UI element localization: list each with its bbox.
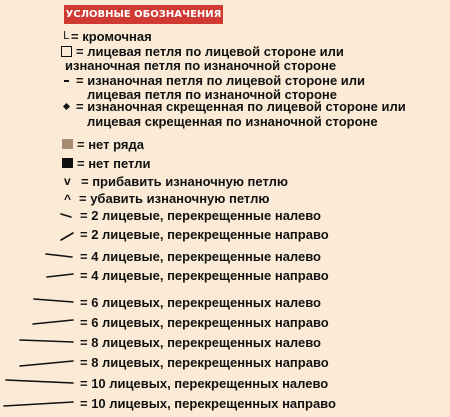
legend-item-label-cont: лицевая петля по изнаночной стороне [87, 87, 337, 102]
legend-item-label: = изнаночная петля по лицевой стороне или [76, 73, 366, 88]
legend-item-label: = прибавить изнаночную петлю [81, 174, 289, 189]
legend-item-label: = лицевая петля по лицевой стороне или [76, 44, 344, 59]
legend-item-label: = 10 лицевых, перекрещенных налево [80, 376, 329, 391]
legend-item-label: = нет ряда [77, 137, 144, 152]
legend-item-label-cont: лицевая скрещенная по изнаночной стороне [87, 114, 378, 129]
legend-header: УСЛОВНЫЕ ОБОЗНАЧЕНИЯ [64, 5, 223, 24]
cable-6-left-icon [34, 299, 73, 302]
legend-item-label: = 8 лицевых, перекрещенных налево [80, 335, 322, 350]
legend-item-label: = 4 лицевые, перекрещенные направо [80, 268, 329, 283]
legend-item-label: = нет петли [77, 156, 151, 171]
increase-v-icon: v [64, 174, 71, 188]
cable-6-right-icon [33, 320, 73, 324]
decrease-caret-icon: ^ [64, 192, 72, 206]
legend-item-label: = убавить изнаночную петлю [79, 191, 270, 206]
legend-item-label: = 10 лицевых, перекрещенных направо [80, 396, 336, 411]
legend-item-label: = изнаночная скрещенная по лицевой стороне или [76, 99, 406, 114]
cable-2-right-icon [61, 233, 73, 240]
legend-item-label: = 2 лицевые, перекрещенные направо [80, 227, 329, 242]
cable-4-right-icon [47, 274, 73, 277]
legend-item-label: = 6 лицевых, перекрещенных направо [80, 315, 329, 330]
legend-item-label: = 6 лицевых, перекрещенных налево [80, 295, 322, 310]
cable-10-right-icon [4, 402, 73, 406]
legend-item-label: = кромочная [71, 29, 152, 44]
legend-item-label: = 2 лицевые, перекрещенные налево [80, 208, 322, 223]
edge-stitch-icon: L [63, 29, 70, 42]
dash-icon [64, 80, 69, 82]
cable-8-right-icon [20, 361, 73, 366]
cable-8-left-icon [20, 340, 73, 342]
cable-4-left-icon [46, 254, 72, 257]
brown-square-icon [62, 139, 73, 149]
diamond-dot-icon [63, 103, 70, 110]
legend-item-label: = 4 лицевые, перекрещенные налево [80, 249, 322, 264]
empty-square-icon [61, 46, 72, 57]
cable-10-left-icon [6, 380, 73, 383]
legend-item-label: = 8 лицевых, перекрещенных направо [80, 355, 329, 370]
cable-2-left-icon [61, 214, 71, 217]
black-square-icon [62, 158, 73, 168]
legend-item-label-cont: изнаночная петля по изнаночной стороне [65, 58, 337, 73]
